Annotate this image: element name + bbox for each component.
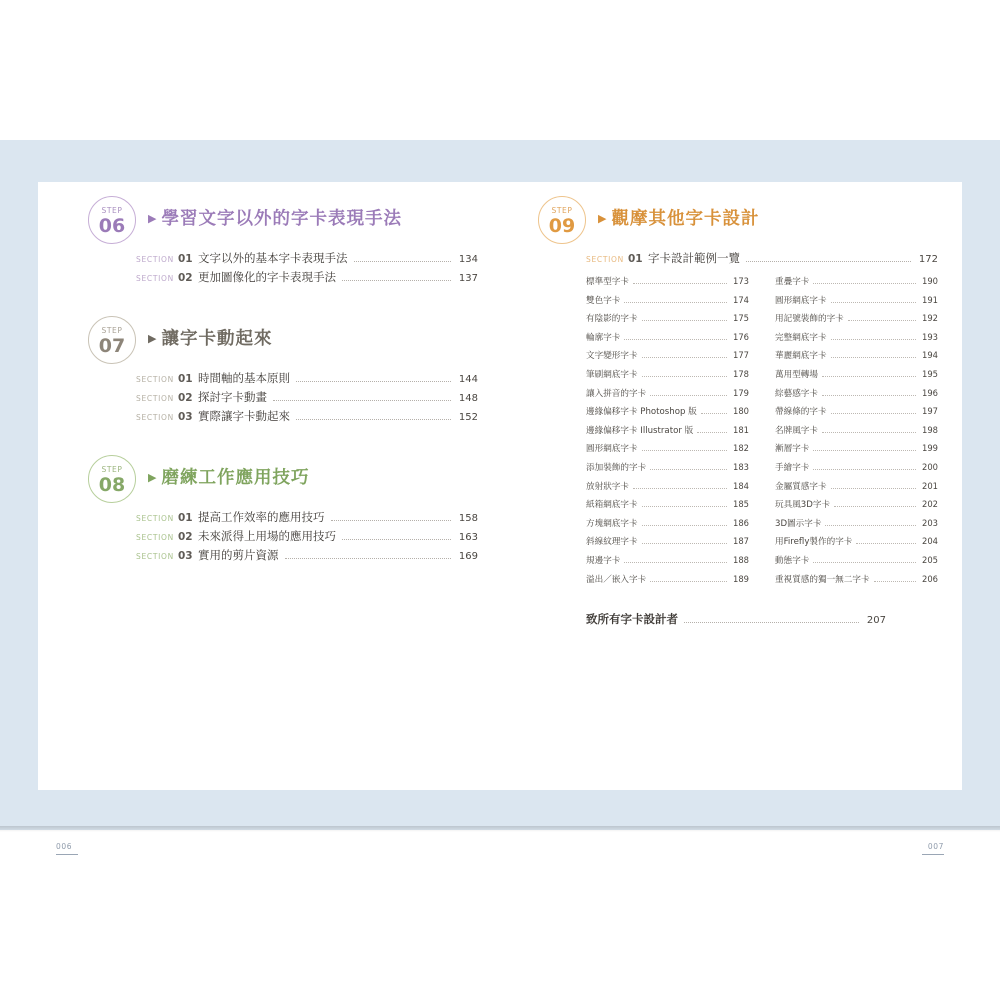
section-title: 文字以外的基本字卡表現手法	[198, 251, 348, 265]
list-item-label: 漸層字卡	[775, 444, 810, 455]
list-item[interactable]	[775, 275, 938, 294]
right-page-column	[538, 182, 938, 790]
list-item-label: 讓入拼音的字卡	[586, 388, 647, 399]
list-item[interactable]	[775, 294, 938, 313]
leader-dots	[874, 580, 916, 582]
list-item[interactable]	[586, 312, 749, 331]
folio-left-number: 006	[56, 842, 73, 851]
page-number: 186	[733, 517, 749, 528]
leader-dots	[296, 380, 451, 382]
leader-dots	[285, 557, 452, 559]
leader-dots	[273, 399, 451, 401]
list-item-label: 筆刷網底字卡	[586, 369, 638, 380]
leader-dots	[650, 580, 727, 582]
leader-dots	[633, 282, 727, 284]
step-word: STEP	[101, 206, 123, 215]
list-item-label: 手繪字卡	[775, 462, 810, 473]
leader-dots	[296, 418, 451, 420]
section-label: SECTION	[586, 255, 624, 264]
page-number: 172	[918, 254, 938, 265]
list-item-label: 華麗網底字卡	[775, 351, 827, 362]
toc-entry[interactable]	[136, 389, 478, 408]
page-number: 176	[733, 331, 749, 342]
toc-entry[interactable]	[586, 250, 938, 269]
closing-entry[interactable]	[586, 611, 886, 627]
leader-dots	[813, 282, 916, 284]
section-number: 02	[178, 392, 193, 404]
list-item[interactable]	[586, 275, 749, 294]
section-number: 03	[178, 550, 193, 562]
section-label: SECTION	[136, 514, 174, 523]
left-page-column	[88, 182, 478, 790]
list-item[interactable]	[775, 480, 938, 499]
list-item-label: 玩具風3D字卡	[775, 500, 831, 511]
page-gutter	[537, 224, 538, 832]
book-spread	[0, 140, 1000, 851]
section-label: SECTION	[136, 375, 174, 384]
folio-right-number: 007	[927, 842, 944, 851]
step-title-09	[598, 205, 759, 230]
section-title: 字卡設計範例一覽	[648, 251, 740, 265]
section-title: 時間軸的基本原則	[198, 371, 290, 385]
list-item-label: 斜線紋理字卡	[586, 537, 638, 548]
section-list-06	[136, 250, 478, 288]
page-number: 178	[733, 368, 749, 379]
page-number: 194	[922, 350, 938, 361]
leader-dots	[746, 260, 911, 262]
leader-dots	[684, 621, 859, 623]
list-item[interactable]	[586, 480, 749, 499]
list-item[interactable]	[775, 461, 938, 480]
folio-left	[56, 842, 78, 855]
list-item-label: 有陰影的字卡	[586, 314, 638, 325]
step-badge-08	[88, 455, 136, 503]
list-item-label: 圓形網底字卡	[775, 295, 827, 306]
step-word: STEP	[101, 465, 123, 474]
leader-dots	[813, 449, 916, 451]
list-item[interactable]	[775, 554, 938, 573]
list-item[interactable]	[775, 368, 938, 387]
leader-dots	[813, 468, 916, 470]
step-title-text: 磨練工作應用技巧	[161, 468, 310, 488]
page-number: 175	[733, 313, 749, 324]
page-number: 189	[733, 573, 749, 584]
page-number: 199	[922, 443, 938, 454]
closing-title: 致所有字卡設計者	[586, 612, 678, 627]
list-item-label: 動態字卡	[775, 555, 810, 566]
page-number: 163	[458, 532, 478, 543]
folio-rule	[56, 854, 78, 855]
leader-dots	[831, 487, 916, 489]
list-item-label: 邊緣偏移字卡 Photoshop 版	[586, 407, 697, 418]
section-number: 03	[178, 411, 193, 423]
toc-entry[interactable]	[136, 370, 478, 389]
list-item[interactable]	[586, 387, 749, 406]
page-number: 152	[458, 412, 478, 423]
list-item[interactable]	[586, 535, 749, 554]
leader-dots	[342, 279, 451, 281]
triangle-icon: ▶	[148, 471, 158, 484]
leader-dots	[642, 449, 727, 451]
step-title-text: 讓字卡動起來	[161, 329, 273, 349]
page-number: 198	[922, 424, 938, 435]
step-title-08	[148, 464, 309, 489]
list-item-label: 溢出／嵌入字卡	[586, 574, 647, 585]
page-sheet	[38, 182, 962, 851]
sample-list-left	[586, 275, 749, 591]
section-title: 實際讓字卡動起來	[198, 409, 290, 423]
step-header-09	[538, 196, 938, 248]
leader-dots	[642, 542, 727, 544]
section-number: 01	[178, 512, 193, 524]
page-number: 203	[922, 517, 938, 528]
step-header-07	[88, 316, 478, 368]
leader-dots	[354, 260, 452, 262]
list-item[interactable]	[586, 405, 749, 424]
leader-dots	[831, 338, 916, 340]
section-title: 更加圖像化的字卡表現手法	[198, 270, 336, 284]
page-number: 206	[922, 573, 938, 584]
page-number: 193	[922, 331, 938, 342]
leader-dots	[825, 524, 916, 526]
section-title: 提高工作效率的應用技巧	[198, 510, 325, 524]
triangle-icon: ▶	[598, 212, 608, 225]
list-item[interactable]	[775, 424, 938, 443]
step-title-text: 觀摩其他字卡設計	[611, 209, 760, 229]
leader-dots	[831, 356, 916, 358]
section-list-07	[136, 370, 478, 427]
leader-dots	[642, 505, 727, 507]
list-item[interactable]	[775, 535, 938, 554]
page-number: 148	[458, 393, 478, 404]
section-label: SECTION	[136, 394, 174, 403]
step-badge-09	[538, 196, 586, 244]
page-number: 181	[733, 424, 749, 435]
list-item[interactable]	[586, 331, 749, 350]
page-number: 191	[922, 294, 938, 305]
list-item-label: 圓形網底字卡	[586, 444, 638, 455]
list-item-label: 重視質感的獨一無二字卡	[775, 574, 870, 585]
list-item[interactable]	[775, 387, 938, 406]
leader-dots	[642, 524, 727, 526]
step-block-09	[538, 196, 938, 627]
section-label: SECTION	[136, 274, 174, 283]
list-item-label: 添加裝飾的字卡	[586, 462, 647, 473]
leader-dots	[624, 301, 727, 303]
list-item-label: 紙箱網底字卡	[586, 500, 638, 511]
page-number: 202	[922, 499, 938, 510]
list-item[interactable]	[586, 368, 749, 387]
leader-dots	[848, 319, 916, 321]
leader-dots	[697, 431, 727, 433]
list-item-label: 萬用型轉場	[775, 369, 818, 380]
page-number: 190	[922, 276, 938, 286]
list-item-label: 標準型字卡	[586, 277, 629, 287]
list-item[interactable]	[586, 498, 749, 517]
leader-dots	[650, 394, 727, 396]
step-title-06	[148, 205, 402, 230]
toc-entry[interactable]	[136, 528, 478, 547]
leader-dots	[813, 561, 916, 563]
leader-dots	[624, 561, 727, 563]
section-number: 02	[178, 272, 193, 284]
section-label: SECTION	[136, 552, 174, 561]
step-number: 09	[548, 215, 576, 237]
step-title-text: 學習文字以外的字卡表現手法	[161, 209, 402, 229]
leader-dots	[834, 505, 916, 507]
list-item[interactable]	[586, 442, 749, 461]
toc-entry[interactable]	[136, 250, 478, 269]
page-number: 183	[733, 461, 749, 472]
list-item-label: 輪廓字卡	[586, 332, 621, 343]
list-item-label: 完整網底字卡	[775, 332, 827, 343]
page-number: 187	[733, 536, 749, 547]
page-number: 207	[866, 615, 886, 627]
list-item-label: 方塊網底字卡	[586, 518, 638, 529]
list-item-label: 3D圖示字卡	[775, 518, 822, 529]
toc-entry[interactable]	[136, 547, 478, 566]
leader-dots	[822, 431, 916, 433]
list-item-label: 重疊字卡	[775, 277, 810, 287]
leader-dots	[642, 319, 727, 321]
leader-dots	[342, 538, 451, 540]
leader-dots	[701, 412, 727, 414]
page-number: 192	[922, 313, 938, 324]
leader-dots	[856, 542, 916, 544]
step-word: STEP	[551, 206, 573, 215]
folio-right	[922, 842, 944, 855]
page-number: 144	[458, 374, 478, 385]
leader-dots	[642, 375, 727, 377]
leader-dots	[331, 519, 452, 521]
list-item[interactable]	[586, 573, 749, 592]
page-number: 185	[733, 499, 749, 510]
page-number: 205	[922, 554, 938, 565]
step-badge-07	[88, 316, 136, 364]
list-item[interactable]	[586, 424, 749, 443]
page-number: 137	[458, 273, 478, 284]
step-header-06	[88, 196, 478, 248]
folio-rule	[922, 854, 944, 855]
triangle-icon: ▶	[148, 332, 158, 345]
section-number: 01	[178, 253, 193, 265]
step-block-08	[88, 455, 478, 566]
step-number: 06	[98, 215, 126, 237]
step-title-07	[148, 325, 272, 350]
list-item[interactable]	[775, 573, 938, 592]
list-item-label: 帶線條的字卡	[775, 407, 827, 418]
page-number: 158	[458, 513, 478, 524]
list-item[interactable]	[586, 294, 749, 313]
list-item-label: 邊緣偏移字卡 Illustrator 版	[586, 425, 694, 436]
page-number: 174	[733, 294, 749, 305]
page-number: 169	[458, 551, 478, 562]
list-item[interactable]	[586, 349, 749, 368]
list-item[interactable]	[775, 517, 938, 536]
toc-entry[interactable]	[136, 269, 478, 288]
leader-dots	[831, 412, 916, 414]
section-number: 01	[628, 253, 643, 265]
page-shadow	[0, 826, 1000, 832]
sample-design-lists	[586, 275, 938, 591]
leader-dots	[831, 301, 916, 303]
step-block-06	[88, 196, 478, 288]
list-item[interactable]	[775, 349, 938, 368]
list-item-label: 名牌風字卡	[775, 425, 818, 436]
page-number: 188	[733, 554, 749, 565]
leader-dots	[633, 487, 727, 489]
page-number: 182	[733, 443, 749, 454]
step-block-07	[88, 316, 478, 427]
leader-dots	[650, 468, 727, 470]
step-badge-06	[88, 196, 136, 244]
list-item-label: 放射狀字卡	[586, 481, 629, 492]
list-item[interactable]	[586, 461, 749, 480]
leader-dots	[822, 394, 916, 396]
page-number: 177	[733, 350, 749, 361]
list-item[interactable]	[775, 312, 938, 331]
list-item-label: 用記號裝飾的字卡	[775, 314, 844, 325]
section-label: SECTION	[136, 533, 174, 542]
section-label: SECTION	[136, 413, 174, 422]
leader-dots	[624, 338, 727, 340]
toc-entry[interactable]	[136, 408, 478, 427]
section-number: 02	[178, 531, 193, 543]
page-number: 195	[922, 368, 938, 379]
list-item[interactable]	[775, 331, 938, 350]
list-item[interactable]	[775, 405, 938, 424]
leader-dots	[822, 375, 916, 377]
page-number: 196	[922, 387, 938, 398]
section-list-08	[136, 509, 478, 566]
list-item-label: 綜藝感字卡	[775, 388, 818, 399]
list-item[interactable]	[775, 498, 938, 517]
step-number: 07	[98, 335, 126, 357]
section-title: 探討字卡動畫	[198, 390, 267, 404]
section-label: SECTION	[136, 255, 174, 264]
page-number: 201	[922, 480, 938, 491]
list-item-label: 規邊字卡	[586, 555, 621, 566]
list-item[interactable]	[775, 442, 938, 461]
page-number: 184	[733, 480, 749, 491]
section-number: 01	[178, 373, 193, 385]
leader-dots	[642, 356, 727, 358]
page-number: 173	[733, 276, 749, 286]
triangle-icon: ▶	[148, 212, 158, 225]
section-title: 實用的剪片資源	[198, 548, 279, 562]
list-item-label: 文字變形字卡	[586, 351, 638, 362]
step-number: 08	[98, 474, 126, 496]
page-number: 180	[733, 406, 749, 417]
list-item[interactable]	[586, 517, 749, 536]
step-word: STEP	[101, 326, 123, 335]
step-header-08	[88, 455, 478, 507]
section-list-09	[586, 250, 938, 269]
list-item[interactable]	[586, 554, 749, 573]
page-number: 204	[922, 536, 938, 547]
page-number: 200	[922, 461, 938, 472]
toc-entry[interactable]	[136, 509, 478, 528]
page-number: 179	[733, 387, 749, 398]
list-item-label: 雙色字卡	[586, 295, 621, 306]
page-number: 134	[458, 254, 478, 265]
list-item-label: 金屬質感字卡	[775, 481, 827, 492]
sample-list-right	[775, 275, 938, 591]
page-number: 197	[922, 406, 938, 417]
section-title: 未來派得上用場的應用技巧	[198, 529, 336, 543]
list-item-label: 用Firefly製作的字卡	[775, 537, 853, 548]
